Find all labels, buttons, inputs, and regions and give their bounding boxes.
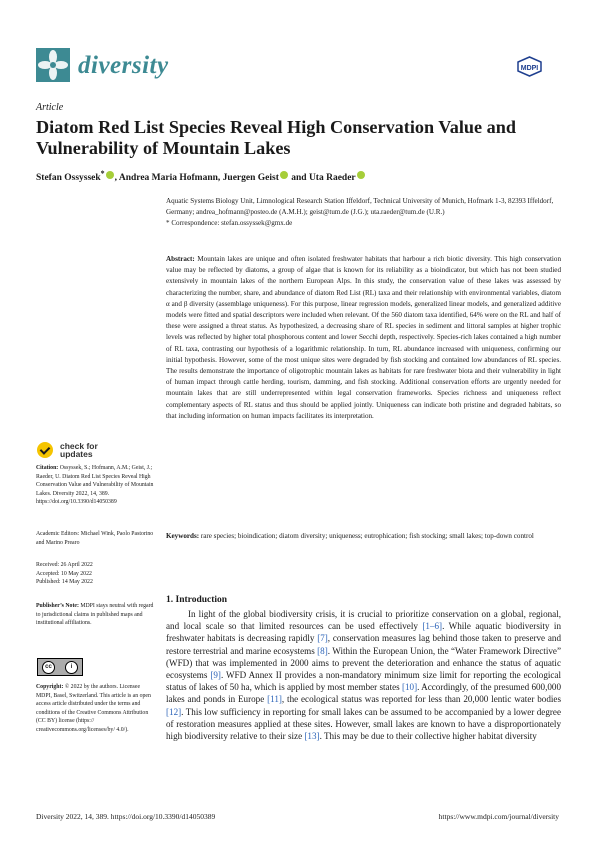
orcid-icon[interactable] [357, 171, 365, 179]
check-for-updates-badge[interactable] [37, 441, 100, 459]
check-icon [37, 442, 53, 458]
citation-link[interactable]: [9] [210, 670, 221, 681]
affiliation: Aquatic Systems Biology Unit, Limnological Research Station Iffeldorf, Technical University of Munich, Hofmark 1-3, 82393 Iffeldorf, Germany; andrea_hofmann@posteo.de (A.M.H.); geist@tum.de (J.G.); uta.raeder@tum.de (U.R.) [166, 197, 554, 217]
check-for-updates-label: check for updates [60, 441, 98, 460]
intro-text: , the ecological status was reported for less than 20,000 lentic water bodies [281, 694, 561, 705]
intro-text: . Accordingly, of the presumed 600,000 lakes and ponds in Europe [166, 682, 562, 705]
citation-link[interactable]: [13] [304, 731, 320, 742]
intro-text: . While aquatic biodiversity in freshwater habitats is decreasing rapidly [166, 621, 561, 644]
footer-journal-url[interactable]: https://www.mdpi.com/journal/diversity [438, 812, 559, 821]
affiliation-block [166, 196, 561, 230]
copyright-block [36, 683, 157, 735]
author-name: Uta Raeder [308, 173, 356, 184]
flower-icon [36, 48, 70, 82]
intro-text: In light of the global biodiversity crisis, it is crucial to prioritize conservation on a global, regional, and local scale so that limited resources can be used effectively [166, 609, 561, 632]
keywords-text: rare species; bioindication; diatom diversity; uniqueness; eutrophication; fish stocking; small lakes; top-down control [200, 532, 534, 540]
keywords-label: Keywords: [166, 532, 200, 540]
article-title: Diatom Red List Species Reveal High Conservation Value and Vulnerability of Mountain Lakes [36, 117, 516, 158]
author-separator: and [288, 173, 309, 184]
received-date: Received: 26 April 2022 [36, 562, 93, 568]
intro-text: . WFD Annex II provides a non-mandatory minimum size limit for reporting the ecological status of lakes of 50 ha, which is applied by most member states [166, 670, 561, 693]
publisher-note-text: MDPI stays neutral with regard to jurisdictional claims in published maps and institutional affiliations. [36, 603, 154, 627]
orcid-icon[interactable] [106, 171, 114, 179]
citation-link[interactable]: [12] [166, 706, 182, 717]
article-type: Article [36, 102, 64, 113]
publisher-note [36, 602, 157, 628]
intro-text: . This low sufficiency in reporting for small lakes can be assumed to be accompanied by a lower degree of restoration measures applied at these sites. However, small lakes are known to have a disproportionately high biodiversity relative to their size [166, 706, 561, 742]
citation-link[interactable]: [1–6] [422, 621, 443, 632]
author-list [36, 169, 366, 183]
section-heading: 1. Introduction [166, 595, 228, 605]
academic-editors: Academic Editors: Michael Wink, Paolo Pastorino and Marino Prearo [36, 531, 154, 546]
footer-citation: Diversity 2022, 14, 389. https://doi.org/10.3390/d14050389 [36, 812, 216, 821]
journal-name: diversity [78, 52, 169, 79]
citation-link[interactable]: [7] [317, 633, 328, 644]
author-separator: , [114, 173, 119, 184]
copyright-label: Copyright: [36, 684, 64, 690]
publisher-note-label: Publisher’s Note: [36, 603, 79, 609]
citation-link[interactable]: [11] [267, 694, 282, 705]
published-date: Published: 14 May 2022 [36, 579, 93, 586]
introduction-paragraph [166, 608, 561, 742]
intro-text: . This may be due to their collective higher habitat diversity [319, 731, 537, 742]
intro-text: . Within the European Union, the “Water Framework Directive” (WFD) that was implemented in 2000 aims to prevent the deterioration and enhance the status of aquatic ecosystems [166, 645, 561, 681]
citation-text: Ossyssek, S.; Hofmann, A.M.; Geist, J.; Raeder, U. Diatom Red List Species Reveal High Conservation Value and Vulnerability of Mountain Lakes. Diversity 2022, 14, 389. https://doi.org/10.3390/d14050389 [36, 465, 154, 506]
correspondence: * Correspondence: stefan.ossyssek@gmx.de [166, 219, 293, 228]
citation-link[interactable]: [8] [317, 645, 328, 656]
abstract-label: Abstract: [166, 255, 195, 263]
author-separator: , [217, 173, 223, 184]
copyright-text: © 2022 by the authors. Licensee MDPI, Basel, Switzerland. This article is an open access article distributed under the terms and conditions of the Creative Commons Attribution (CC BY) license (https:// creativecommons.org/licenses/by/ 4.0/). [36, 684, 151, 733]
corresponding-author-mark: * [100, 169, 105, 178]
orcid-icon[interactable] [280, 171, 288, 179]
intro-text: , conservation measures lag behind those taken to preserve and restore terrestrial and marine ecosystems [166, 633, 561, 656]
author-name: Andrea Maria Hofmann [118, 173, 218, 184]
journal-logo [36, 48, 70, 82]
citation-label: Citation: [36, 465, 59, 471]
citation-link[interactable]: [10] [401, 682, 418, 693]
accepted-date: Accepted: 10 May 2022 [36, 570, 92, 577]
cc-by-icon[interactable]: cc i [37, 658, 83, 676]
svg-text:MDPI: MDPI [520, 65, 539, 72]
mdpi-logo [517, 56, 542, 77]
author-name: Stefan Ossyssek [36, 173, 101, 184]
publication-dates [36, 561, 157, 587]
author-name: Juergen Geist [222, 173, 279, 184]
abstract [166, 254, 561, 422]
abstract-text: Mountain lakes are unique and often isolated freshwater habitats that harbour a rich biotic diversity. This high conservation value may be reflected by diatoms, a group of algae that is known for its reliability as a bioindicator, but which has not been studied extensively in mountain lakes of the northern European Alps. In this study, the conservation value of these lakes was assessed by characterizing the number, share, and abundance of diatom Red List (RL) taxa and their relationship with environmental variables, diatom α and β diversity (assemblage uniqueness). For this purpose, linear regression models, generalized linear models, and generalized additive models were fitted and spatial descriptors were included when relevant. Of the 560 diatom taxa identified, 64% were on the RL and half of these were assigned a threat status. As hypothesized, a decreasing share of RL species in sediment and littoral samples at higher trophic levels was reflected by higher total phosphorous content and lower Secchi depth, respectively. Species-rich lakes contained a high number of RL taxa, contrasting our hypothesis of a logarithmic relationship. In turn, RL abundance increased with uniqueness, confirming our initial hypothesis. However, some of the most unique sites were degraded by fish stocking and contained low abundances of RL species. The results demonstrate the importance of oligotrophic mountain lakes as habitats for rare freshwater biota and their vulnerability in light of human impact through cattle herding, tourism, damming, and fish stocking. Additional conservation efforts are urgently needed for mountain lakes that are still underrepresented within legal conservation frameworks. Species richness and uniqueness reflect complementary aspects of RL status and thus should be applied jointly. Uniqueness can indicate both pristine and degraded habitats, so that including information on human impacts facilitates its interpretation. [166, 255, 561, 420]
keywords [166, 531, 561, 542]
citation-block [36, 464, 157, 507]
